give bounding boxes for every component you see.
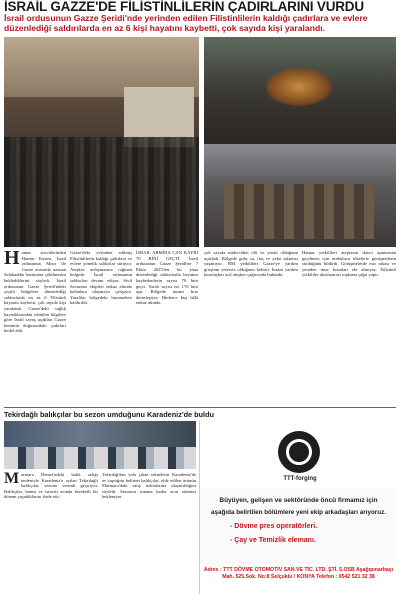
page-headline: İSRAİL GAZZE'DE FİLİSTİNLİLERİN ÇADIRLARINI VURDU	[4, 0, 364, 13]
ad-position-1: - Dövme pres operatörleri.	[230, 523, 318, 530]
article-column-4: çok sayıda mülteciden ölü ve yaralı olduğunu açıkladı. Bölgede gıda, su, ilaç ve yakıt sıkıntısı yaşanıyor. BM yetkilileri Gazze'ye yardım girişinin yetersiz olduğunu belirtti. İnsani yardım kuruluşları acil ateşkes çağrısında bulundu.	[204, 250, 298, 278]
page-subhead: İsrail ordusunun Gazze Şeridi'nde yerinden edilen Filistinlilerin kaldığı çadırlara ve evlere düzenlediği saldırılarda en az 6 kişi hayatını kaybetti, çok sayıda kişi yaralandı.	[4, 13, 368, 33]
article-column-5: Hamas yetkilileri ateşkesin ikinci aşamasına geçilmesi için arabulucu ülkelerle görüşmelerin sürdüğünü bildirdi. Görüşmelerde esir takası ve yeniden imar konuları ele alınıyor. Filistinli yetkililer uluslararası topluma çağrı yaptı.	[302, 250, 396, 278]
dropcap-2: M	[4, 472, 20, 487]
photo-fishing-boats	[4, 421, 196, 469]
article2-headline: Tekirdağlı balıkçılar bu sezon umduğunu Karadeniz'de buldu	[4, 411, 214, 419]
ad-line-1: Büyüyen, gelişen ve sektöründe öncü firmamız için	[219, 497, 378, 504]
article-column-3: İSRAİL ARMİNA CAN KAYBI 70 BİNİ GEÇTİ. İsrail ordusunun Gazze Şeridi'ne 7 Ekim 2023'ten bu yana düzenlediği saldırılarda hayatını kaybedenlerin sayısı 70 bini geçti. Yaralı sayısı ise 170 bini aştı. Bölgede insani kriz derinleşiyor. Binlerce kişi hâlâ enkaz altında.	[136, 250, 198, 306]
section-divider	[4, 407, 396, 408]
photo-gaza-fire	[204, 37, 396, 144]
photo-gaza-crowd	[4, 37, 199, 247]
ad-position-2: - Çay ve Temizlik elemanı.	[230, 537, 316, 544]
ad-brand-name: TTT-forging	[283, 476, 317, 482]
article-column-2: Gazze'deki yerinden edilmiş Filistinlilerin kaldığı çadırlara ve evlere yönelik saldırılar sürüyor. Ateşkes anlaşmasına rağmen bölgede İsrail ordusunun saldırıları devam ediyor. Sivil Savunma ekipleri enkaz altında kalanlara ulaşmaya çalışıyor. Yaralılar bölgedeki hastanelere kaldırıldı.	[70, 250, 132, 306]
job-advertisement	[199, 421, 396, 594]
article2-column-2: Tekirdağ'dan yola çıkan teknelerin Karadeniz'de av yaptığını belirten balıkçılar, elde edilen ürünün Marmara'daki satış noktalarına ulaştırıldığını söyledi. Sezonun sonuna kadar avın sürmesi bekleniyor.	[102, 472, 196, 500]
article2-column-1: Marmara Denizi'ndeki balık azlığı nedeniyle Karadeniz'e açılan Tekirdağlı balıkçılar, sezonu verimli geçiriyor. Balıkçılar, hamsi ve istavrit avında bereketli bir dönem yaşadıklarını ifade etti.	[4, 472, 98, 500]
ad-line-2: aşağıda belirtilen bölümlere yeni ekip arkadaşları arıyoruz.	[211, 509, 386, 516]
photo-gaza-camp	[204, 144, 396, 247]
forging-logo-icon	[278, 431, 320, 473]
ad-body	[200, 489, 397, 564]
ad-address: Adres : TTT DÖVME OTOMOTİV SAN.VE TİC. LTD. ŞTİ. 5.OSB Aşağıpınarbaşı Mah. 525.Sok. No:8 Selçuklu / KONYA Telefon : 0542 521 32 38	[200, 567, 397, 581]
article-column-1: Hamas sözcülerinden Hazem Kasım, İsrail ordusunun Mısır ile Gazze arasında uzanan Selahaddin hattından çekilmesini beklediklerini söyledi. İsrail ordusunun Gazze Şeridi'ndeki çeşitli bölgelere düzenlediği saldırılarda en az 6 Filistinli hayatını kaybetti, çok sayıda kişi yaralandı. Gazze'deki sağlık kaynaklarından edinilen bilgilere göre İsrail savaş uçakları Gazze kentinin doğusundaki çadırları hedef aldı.	[4, 250, 66, 334]
dropcap: H	[4, 250, 20, 269]
